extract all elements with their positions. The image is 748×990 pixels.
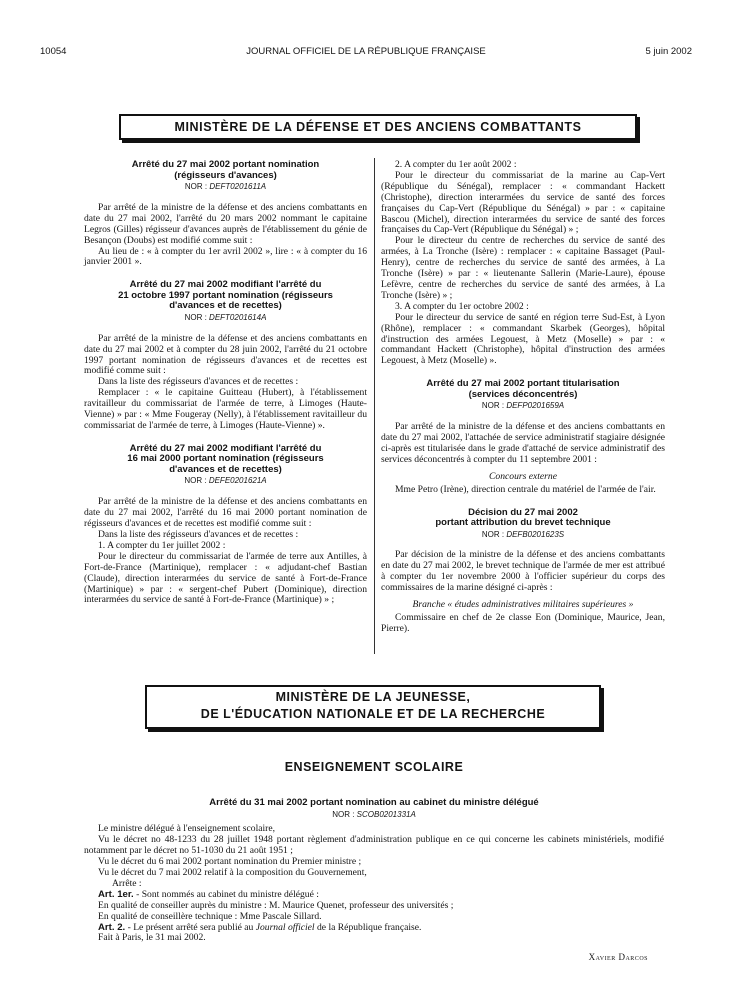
decree-title: Arrêté du 27 mai 2002 modifiant l'arrêté du 21 octobre 1997 portant nomination (régisseurs d'avances et de recettes) (118, 279, 333, 312)
left-column (84, 160, 367, 606)
subheading: Branche « études administratives militaires supérieures » (412, 599, 634, 611)
subheading: Concours externe (489, 470, 557, 482)
journal-title: JOURNAL OFFICIEL DE LA RÉPUBLIQUE FRANÇAISE (246, 46, 486, 57)
paragraph: 3. A compter du 1er octobre 2002 : (395, 300, 529, 312)
paragraph: Mme Petro (Irène), direction centrale du matériel de l'armée de l'air. (395, 483, 656, 495)
nor-reference: NOR : DEFT0201614A (184, 312, 267, 322)
decree-title: Décision du 27 mai 2002 portant attribution du brevet technique (435, 506, 611, 529)
decree-modif-2000 (84, 444, 367, 606)
paragraph: Par arrêté de la ministre de la défense et des anciens combattants en date du 27 mai 2002, l'arrêté du 20 mars 2002 nommant le capitaine Legros (Gilles) régisseur d'avances auprès de l'établissement du génie de Besançon (Doubs) est modifié comme suit : (84, 201, 367, 246)
decree-title: Arrêté du 27 mai 2002 modifiant l'arrêté du 16 mai 2000 portant nomination (régisseurs d'avances et de recettes) (127, 442, 324, 475)
decree-titularisation (381, 379, 665, 495)
paragraph: Au lieu de : « à compter du 1er avril 2002 », lire : « à compter du 16 janvier 2001 ». (84, 245, 367, 268)
paragraph: En qualité de conseillère technique : Mme Pascale Sillard. (98, 910, 322, 922)
issue-date: 5 juin 2002 (645, 46, 692, 57)
decree-regisseurs-avances (84, 160, 367, 268)
article-2: Art. 2. - Le présent arrêté sera publié au Journal officiel de la République française. (98, 921, 422, 933)
paragraph: Arrête : (112, 877, 142, 889)
decree-title: Arrêté du 31 mai 2002 portant nomination au cabinet du ministre délégué (209, 797, 539, 808)
nor-reference: NOR : SCOB0201331A (332, 809, 416, 819)
paragraph: Dans la liste des régisseurs d'avances et de recettes : (98, 529, 299, 541)
paragraph: Commissaire en chef de 2e classe Eon (Dominique, Maurice, Jean, Pierre). (381, 612, 665, 634)
ministry-education-banner (145, 685, 601, 729)
paragraph: Pour le directeur du service de santé en région terre Sud-Est, à Lyon (Rhône), remplacer : « commandant Skarbek (Georges), hôpital d'instruction des armées Legouest, à Metz (Moselle) » par : « commandant Hackett (Christophe), hôpital d'instruction des armées Legouest, à Metz (Moselle) ». (381, 311, 665, 367)
ministry-defense-banner: MINISTÈRE DE LA DÉFENSE ET DES ANCIENS COMBATTANTS (119, 114, 637, 140)
decree-modif-1997 (84, 280, 367, 432)
paragraph: Remplacer : « le capitaine Guitteau (Hubert), à l'établissement ravitailleur du commissariat de l'armée de terre, à Limoges (Haute-Vienne) » par : « Mme Fougeray (Nelly), à l'établissement ravitailleur du commissariat de l'armée de terre, à Limoges (Haute-Vienne) ». (84, 387, 367, 431)
nor-reference: NOR : DEFB0201623S (481, 529, 565, 539)
decree-title: Arrêté du 27 mai 2002 portant titularisation (services déconcentrés) (426, 378, 620, 400)
article-1: Art. 1er. - Sont nommés au cabinet du ministre délégué : (98, 888, 319, 900)
decree-cabinet (84, 798, 664, 944)
right-column (381, 160, 665, 635)
paragraph: Vu le décret du 6 mai 2002 portant nomination du Premier ministre ; (98, 856, 362, 868)
paragraph: Par arrêté de la ministre de la défense et des anciens combattants en date du 27 mai 2002, l'arrêté du 16 mai 2000 portant nomination de régisseurs d'avances et de recettes est modifié comme suit : (84, 496, 367, 530)
paragraph: Par décision de la ministre de la défense et des anciens combattants en date du 27 mai 2002, le brevet technique de l'armée de mer est attribué à compter du 1er novembre 2000 à l'officier supérieur du corps des commissaires de la marine désigné ci-après : (381, 549, 665, 594)
page-header (40, 46, 692, 60)
paragraph: Par arrêté de la ministre de la défense et des anciens combattants en date du 27 mai 2002, l'attachée de service administratif stagiaire désignée ci-après est titularisée dans le grade d'attaché de service administratif des services déconcentrés à compter du 11 septembre 2001 : (381, 421, 665, 465)
paragraph: Pour le directeur du commissariat de la marine au Cap-Vert (République du Sénégal), remplacer : « commandant Hackett (Christophe), direction interarmées du service de santé des forces françaises du Cap-Vert (République du Sénégal) » par : « capitaine Bascou (Michel), direction interarmées du service de santé des forces françaises du Cap-Vert (République du Sénégal) » ; (381, 169, 665, 236)
paragraph: Pour le directeur du commissariat de l'armée de terre aux Antilles, à Fort-de-France (Martinique), remplacer : « adjudant-chef Bastian (Claude), direction interarmées du service de santé à Fort-de-France (Martinique) » par : « sergent-chef Pubert (Dominique), direction interarmées du service de santé à Fort-de-France (Martinique) » ; (84, 550, 367, 606)
article-label: Art. 2. (98, 921, 126, 933)
ministry-line-1: MINISTÈRE DE LA JEUNESSE, (275, 690, 471, 704)
paragraph: Le ministre délégué à l'enseignement scolaire, (98, 823, 276, 835)
page-number: 10054 (40, 46, 67, 57)
paragraph: Vu le décret du 7 mai 2002 relatif à la composition du Gouvernement, (98, 867, 367, 879)
paragraph: Dans la liste des régisseurs d'avances et de recettes : (98, 376, 299, 388)
paragraph: En qualité de conseiller auprès du ministre : M. Maurice Quenet, professeur des universités ; (98, 899, 454, 911)
paragraph: Vu le décret no 48-1233 du 28 juillet 1948 portant règlement d'administration publique en ce qui concerne les cabinets ministériels, modifié notamment par le décret no 51-1030 du 21 août 1951 ; (84, 834, 664, 857)
article-label: Art. 1er. (98, 888, 134, 900)
signature: Xavier Darcos (588, 952, 648, 962)
paragraph: Fait à Paris, le 31 mai 2002. (98, 932, 206, 944)
section-heading: ENSEIGNEMENT SCOLAIRE (284, 760, 464, 774)
nor-reference: NOR : DEFT0201611A (184, 182, 267, 191)
nor-reference: NOR : DEFP0201659A (481, 401, 565, 411)
column-separator (374, 158, 375, 654)
paragraph: 1. A compter du 1er juillet 2002 : (98, 539, 226, 551)
decree-title: Arrêté du 27 mai 2002 portant nomination (régisseurs d'avances) (131, 159, 320, 181)
decision-brevet-technique (381, 508, 665, 635)
paragraph: Par arrêté de la ministre de la défense et des anciens combattants en date du 27 mai 2002 et à compter du 28 juin 2002, l'arrêté du 21 octobre 1997 portant nomination de régisseurs d'avances et de recettes est modifié comme suit : (84, 332, 367, 377)
paragraph: 2. A compter du 1er août 2002 : (395, 159, 517, 170)
ministry-line-2: DE L'ÉDUCATION NATIONALE ET DE LA RECHERCHE (200, 707, 546, 721)
nor-reference: NOR : DEFE0201621A (184, 476, 267, 486)
paragraph: Pour le directeur du centre de recherches du service de santé des armées, à La Tronche (Isère) : remplacer : « capitaine Bassaget (Paul-Henry), centre de recherches du service de santé des armées, à La Tronche (Isère) » par : « lieutenante Sallerin (Marie-Laure), épouse Lefèvre, centre de recherches du service de santé des armées, à La Tronche (Isère) » ; (381, 235, 665, 301)
